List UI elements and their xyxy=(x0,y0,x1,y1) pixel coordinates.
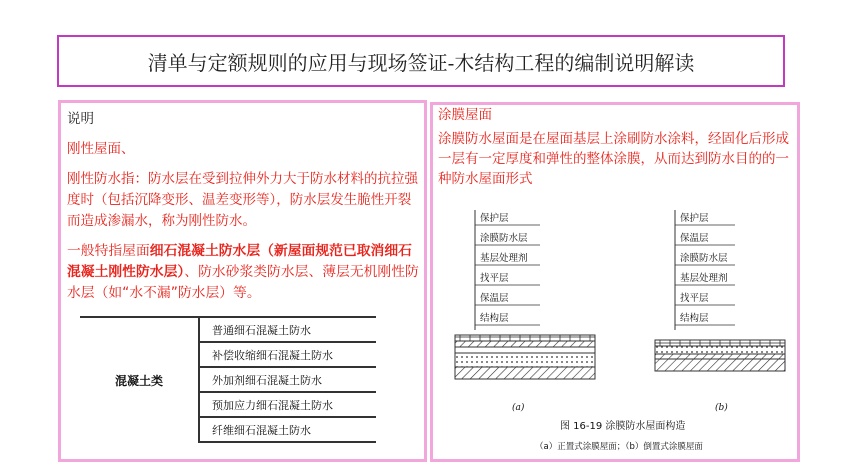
table-cell: 补偿收缩细石混凝土防水 xyxy=(199,342,376,367)
table-row xyxy=(80,317,376,342)
figure-caption: 图 16-19 涂膜防水屋面构造 xyxy=(560,421,686,432)
layer-label-b-4: 找平层 xyxy=(680,293,709,304)
right-definition: 涂膜防水屋面是在屋面基层上涂刷防水涂料，经固化后形成一层有一定厚度和弹性的整体涂膜，从而达到防水目的的一种防水屋面形式 xyxy=(438,131,789,187)
table-cell: 预加应力细石混凝土防水 xyxy=(199,392,376,417)
concrete-table xyxy=(80,316,376,443)
figure-a-label: (a) xyxy=(512,403,525,413)
category-cell: 混凝土类 xyxy=(80,317,199,442)
rigid-definition: 刚性防水指：防水层在受到拉伸外力大于防水材料的抗拉强度时（包括沉降变形、温差变形等），防水层发生脆性开裂而造成渗漏水，称为刚性防水。 xyxy=(67,171,418,229)
layer-label-b-1: 保温层 xyxy=(680,233,709,244)
general-bold-1: 细石混凝土防水层 xyxy=(149,243,261,259)
right-heading: 涂膜屋面 xyxy=(438,107,492,123)
figure-b xyxy=(655,210,785,413)
general-prefix: 一般特指屋面 xyxy=(67,243,150,259)
right-text xyxy=(438,105,796,189)
general-paragraph xyxy=(67,241,423,304)
figure-b-label: (b) xyxy=(715,403,728,413)
title-box xyxy=(57,35,785,87)
general-bold-2: （新屋面规范已取消细石混凝土刚性防水层） xyxy=(67,243,412,280)
layer-label-a-0: 保护层 xyxy=(480,213,509,224)
table-cell: 外加剂细石混凝土防水 xyxy=(199,367,376,392)
slide-title: 清单与定额规则的应用与现场签证-木结构工程的编制说明解读 xyxy=(147,50,695,75)
layer-label-b-0: 保护层 xyxy=(680,213,709,224)
left-text xyxy=(67,109,423,313)
layer-label-a-1: 涂膜防水层 xyxy=(480,233,528,244)
layer-label-a-3: 找平层 xyxy=(480,273,509,284)
layer-label-a-2: 基层处理剂 xyxy=(480,253,528,264)
figure-a xyxy=(455,210,595,413)
rigid-roof-label: 刚性屋面、 xyxy=(67,141,135,157)
layer-label-b-2: 涂膜防水层 xyxy=(680,253,728,264)
roof-construction-figure xyxy=(440,205,795,460)
layer-label-a-5: 结构层 xyxy=(480,313,509,324)
layer-label-a-4: 保温层 xyxy=(480,293,509,304)
general-rest: 、防水砂浆类防水层、薄层无机刚性防水层（如“水不漏”防水层）等。 xyxy=(67,264,419,301)
table-cell: 普通细石混凝土防水 xyxy=(199,317,376,342)
figure-subcaption: （a）正置式涂膜屋面；（b）倒置式涂膜屋面 xyxy=(535,442,703,452)
table-cell: 纤维细石混凝土防水 xyxy=(199,417,376,442)
layer-label-b-3: 基层处理剂 xyxy=(680,273,728,284)
layer-label-b-5: 结构层 xyxy=(680,313,709,324)
left-heading: 说明 xyxy=(67,111,94,127)
